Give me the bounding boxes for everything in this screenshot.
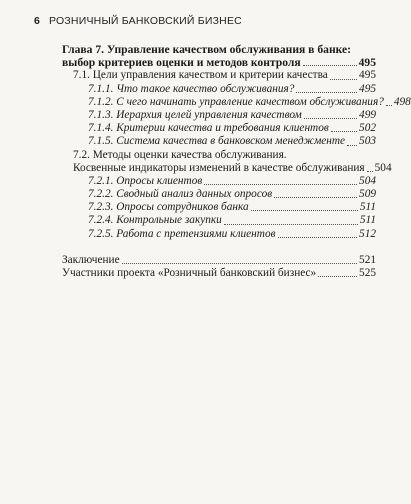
toc-entry-7-1-2: [62, 95, 411, 109]
toc-entry-7-2-3: [62, 201, 376, 214]
dot-leader: [331, 131, 357, 132]
page-ref: 512: [359, 227, 376, 240]
page-ref: 499: [359, 108, 376, 121]
dot-leader: [347, 145, 357, 146]
dot-leader: [367, 171, 373, 172]
page-ref: 495: [358, 56, 376, 70]
page-ref: 511: [359, 201, 376, 214]
dot-leader: [122, 263, 357, 264]
toc-entry-7-2-4: [62, 214, 376, 227]
toc-entry-7-1-1: [62, 83, 376, 96]
page-ref: 511: [359, 214, 376, 227]
entry-title: 7.1.2. С чего начинать управление качеством обслуживания?: [88, 95, 384, 108]
entry-title: 7.2.4. Контрольные закупки: [88, 214, 222, 227]
page-ref: 525: [359, 266, 376, 279]
dot-leader: [386, 105, 392, 106]
chapter-title-line2: выбор критериев оценки и методов контроля: [62, 56, 301, 70]
entry-title-line2: Косвенные индикаторы изменений в качестве обслуживания: [73, 161, 365, 174]
toc-entry-7-1: [62, 69, 376, 82]
page-ref: 509: [359, 188, 376, 201]
page-ref: 504: [359, 174, 376, 187]
dot-leader: [274, 197, 357, 198]
dot-leader: [304, 118, 357, 119]
running-header: [34, 15, 242, 27]
entry-title: Участники проекта «Розничный банковский бизнес»: [62, 266, 317, 279]
running-title: РОЗНИЧНЫЙ БАНКОВСКИЙ БИЗНЕС: [49, 15, 242, 27]
entry-title: 7.2.5. Работа с претензиями клиентов: [88, 227, 276, 240]
toc-entry-7-2-1: [62, 175, 376, 188]
toc-entry-chapter-7: [62, 56, 376, 69]
page-ref: 503: [359, 135, 376, 148]
toc-entry-7-1-3: [62, 109, 376, 122]
dot-leader: [318, 276, 357, 277]
table-of-contents: [62, 42, 411, 280]
entry-title: 7.2.2. Сводный анализ данных опросов: [88, 188, 273, 201]
entry-title: 7.1.4. Критерии качества и требования клиентов: [88, 122, 329, 135]
entry-title: 7.1.3. Иерархия целей управления качеством: [88, 108, 302, 121]
dot-leader: [224, 224, 358, 225]
entry-title: 7.1. Цели управления качеством и критерии качества: [73, 69, 328, 82]
dot-leader: [251, 210, 358, 211]
dot-leader: [303, 65, 357, 66]
chapter-title: Глава 7. Управление качеством обслуживания в банке:: [62, 42, 352, 56]
page-ref: 502: [359, 122, 376, 135]
entry-title: 7.2.3. Опросы сотрудников банка: [88, 201, 249, 214]
spacer: [62, 241, 376, 254]
entry-title: 7.2.1. Опросы клиентов: [88, 174, 203, 187]
toc-entry-7-1-5: [62, 135, 376, 148]
entry-title: 7.2. Методы оценки качества обслуживания.: [73, 148, 287, 161]
entry-title: Заключение: [62, 253, 120, 266]
entry-title: 7.1.1. Что такое качество обслуживания?: [88, 82, 295, 95]
page-ref: 498: [393, 95, 411, 108]
entry-title: 7.1.5. Система качества в банковском менеджменте: [88, 135, 346, 148]
toc-entry-participants: [62, 267, 376, 280]
page-ref: 495: [359, 69, 376, 82]
toc-entry-7-1-4: [62, 122, 376, 135]
dot-leader: [296, 92, 357, 93]
toc-entry-7-2: [62, 161, 392, 175]
dot-leader: [278, 237, 358, 238]
dot-leader: [204, 184, 357, 185]
toc-entry-7-2-2: [62, 188, 376, 201]
toc-entry-7-2-line1: [62, 149, 376, 162]
page-ref: 521: [359, 253, 376, 266]
toc-chapter-title-line1: [62, 43, 376, 56]
dot-leader: [330, 79, 357, 80]
page-number: 6: [34, 15, 41, 27]
page-ref: 504: [374, 161, 392, 174]
toc-entry-conclusion: [62, 254, 376, 267]
toc-entry-7-2-5: [62, 228, 376, 241]
page-ref: 495: [359, 82, 376, 95]
